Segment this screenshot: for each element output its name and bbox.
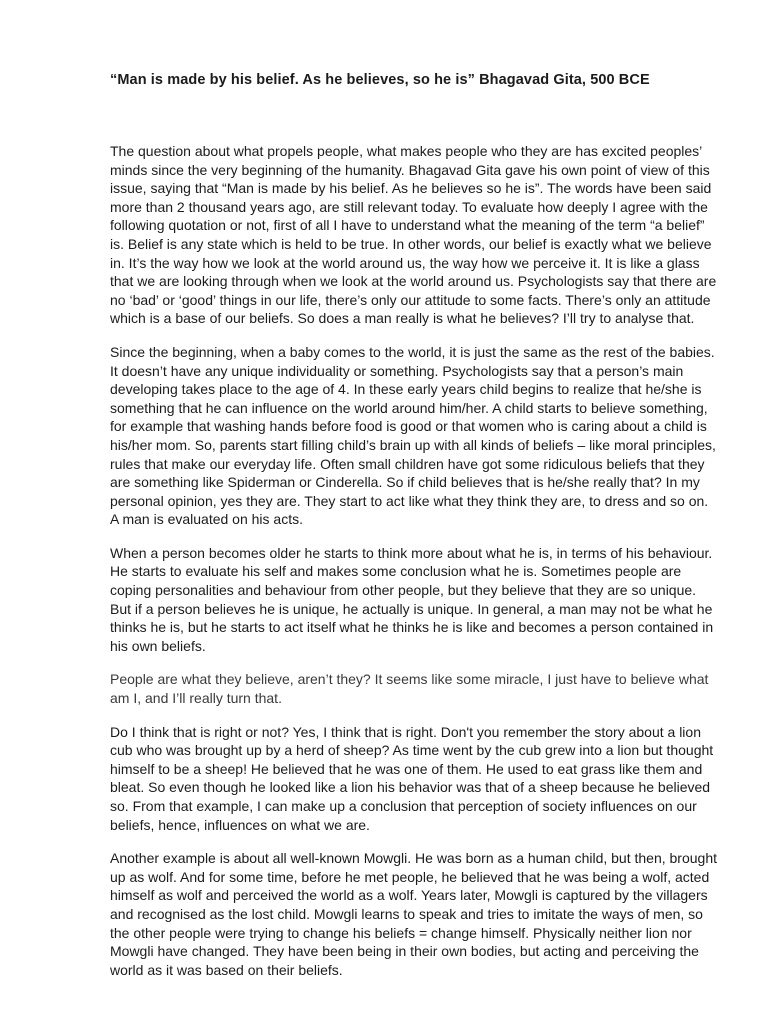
paragraph-mowgli: Another example is about all well-known Mowgli. He was born as a human child, but then, brought up as wolf. And for some time, before he met people, he believed that he was being a wolf, acted himself as wolf and perceived the world as a wolf. Years later, Mowgli is captured by the villagers and recognised as the lost child. Mowgli learns to speak and tries to imitate the ways of men, so the other people were trying to change his beliefs = change himself. Physically neither lion nor Mowgli have changed. They have been being in their own bodies, but acting and perceiving the world as it was based on their beliefs. xyxy=(110,850,717,978)
paragraph-question: People are what they believe, aren’t they? It seems like some miracle, I just have to believe what am I, and I’ll really turn that. xyxy=(110,671,709,707)
paragraph-adulthood: When a person becomes older he starts to think more about what he is, in terms of his behaviour. He starts to evaluate his self and makes some conclusion what he is. Sometimes people are coping personalities and behaviour from other people, but they believe that they are so unique. But if a person believes he is unique, he actually is unique. In general, a man may not be what he thinks he is, but he starts to act itself what he thinks he is like and becomes a person contained in his own beliefs. xyxy=(110,544,714,654)
document-body xyxy=(110,142,718,994)
paragraph-intro: The question about what propels people, what makes people who they are has excited peoples’ minds since the very beginning of the humanity. Bhagavad Gita gave his own point of view of this issue, saying that “Man is made by his belief. As he believes so he is”. The words have been said more than 2 thousand years ago, are still relevant today. To evaluate how deeply I agree with the following quotation or not, first of all I have to understand what the meaning of the term “a belief” is. Belief is any state which is held to be true. In other words, our belief is exactly what we believe in. It’s the way how we look at the world around us, the way how we perceive it. It is like a glass that we are looking through when we look at the world around us. Psychologists say that there are no ‘bad’ or ‘good’ things in our life, there’s only our attitude to some facts. There’s only an attitude which is a base of our beliefs. So does a man really is what he believes? I’ll try to analyse that. xyxy=(110,143,717,327)
paragraph-lion-cub: Do I think that is right or not? Yes, I think that is right. Don't you remember the story about a lion cub who was brought up by a herd of sheep? As time went by the cub grew into a lion but thought himself to be a sheep! He believed that he was one of them. He used to eat grass like them and bleat. So even though he looked like a lion his behavior was that of a sheep because he believed so. From that example, I can make up a conclusion that perception of society influences on our beliefs, hence, influences on what we are. xyxy=(110,723,714,833)
paragraph-childhood: Since the beginning, when a baby comes to the world, it is just the same as the rest of the babies. It doesn’t have any unique individuality or something. Psychologists say that a person’s main developing takes place to the age of 4. In these early years child begins to realize that he/she is something that he can influence on the world around him/her. A child starts to believe something, for example that washing hands before food is good or that women who is caring about a child is his/her mom. So, parents start filling child’s brain up with all kinds of beliefs – like moral principles, rules that make our everyday life. Often small children have got some ridiculous beliefs that they are something like Spiderman or Cinderella. So if child believes that is he/she really that? In my personal opinion, yes they are. They start to act like what they think they are, to dress and so on. A man is evaluated on his acts. xyxy=(110,343,716,528)
document-title: “Man is made by his belief. As he believes, so he is” Bhagavad Gita, 500 BCE xyxy=(110,72,650,88)
